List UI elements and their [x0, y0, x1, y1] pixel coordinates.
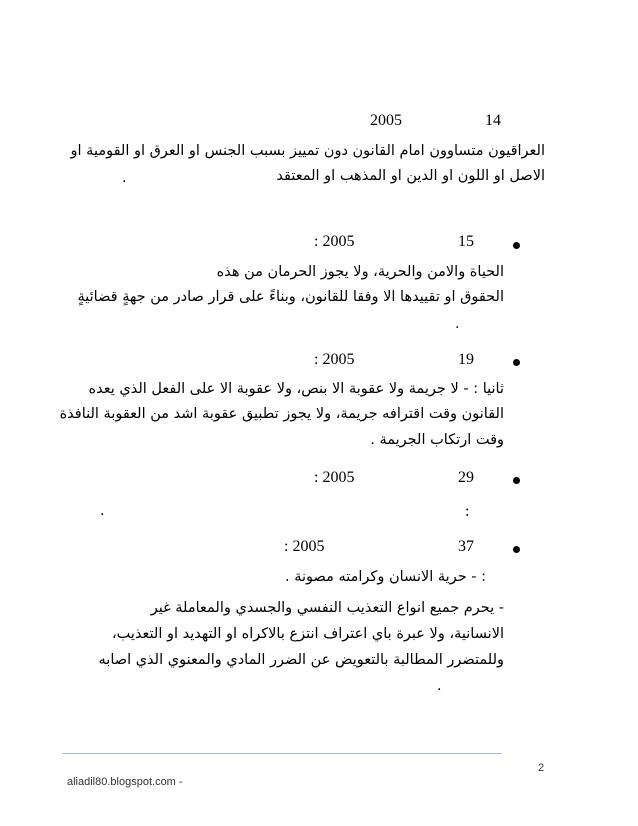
- header-article-number: 14: [485, 112, 501, 129]
- art37-heading: : 2005: [284, 538, 325, 555]
- art37-sub1: : - حرية الانسان وكرامته مصونة .: [285, 569, 486, 585]
- art37-line2: الانسانية، ولا عبرة باي اعتراف انتزع بالاكراه او التهديد او التعذيب،: [111, 626, 504, 642]
- art29-number: 29: [458, 469, 474, 486]
- art15-dot: .: [455, 316, 460, 332]
- art14-dot: .: [122, 170, 127, 186]
- art37-number: 37: [458, 538, 474, 555]
- art15-line2: الحقوق او تقييدها الا وفقا للقانون، وبناءً على قرار صادر من جهةٍ قضائيةٍ: [77, 289, 504, 305]
- bullet-art15: [513, 242, 520, 249]
- art37-line1: - يحرم جميع انواع التعذيب النفسي والجسدي والمعاملة غير: [150, 600, 504, 616]
- art15-heading: : 2005: [314, 233, 355, 250]
- bullet-art37: [513, 546, 520, 553]
- art15-number: 15: [458, 233, 474, 250]
- art29-dot: .: [100, 503, 105, 519]
- art14-line1: العراقيون متساوون امام القانون دون تمييز بسبب الجنس او العرق او القومية او: [70, 143, 545, 159]
- art29-heading: : 2005: [314, 469, 355, 486]
- art19-heading: : 2005: [314, 351, 355, 368]
- art19-number: 19: [458, 351, 474, 368]
- art19-line2: القانون وقت اقترافه جريمة، ولا يجوز تطبيق عقوبة اشد من العقوبة النافذة: [59, 406, 504, 422]
- bullet-art29: [513, 477, 520, 484]
- page-number: 2: [538, 762, 545, 774]
- art37-dot: .: [437, 678, 442, 694]
- bullet-art19: [513, 359, 520, 366]
- art37-line3: وللمتضرر المطالبة بالتعويض عن الضرر المادي والمعنوي الذي اصابه: [98, 652, 504, 668]
- art19-line3: وقت ارتكاب الجريمة .: [370, 432, 504, 448]
- header-year: 2005: [370, 112, 402, 129]
- art19-line1: ثانيا : - لا جريمة ولا عقوبة الا بنص، ولا عقوبة الا على الفعل الذي يعده: [88, 381, 504, 397]
- art29-colon: :: [465, 503, 470, 520]
- art15-line1: الحياة والامن والحرية، ولا يجوز الحرمان من هذه: [216, 264, 504, 280]
- art14-line2: الاصل او اللون او الدين او المذهب او المعتقد: [276, 168, 545, 184]
- footer-divider: [62, 753, 502, 754]
- footer-site-link[interactable]: aliadil80.blogspot.com -: [67, 776, 183, 788]
